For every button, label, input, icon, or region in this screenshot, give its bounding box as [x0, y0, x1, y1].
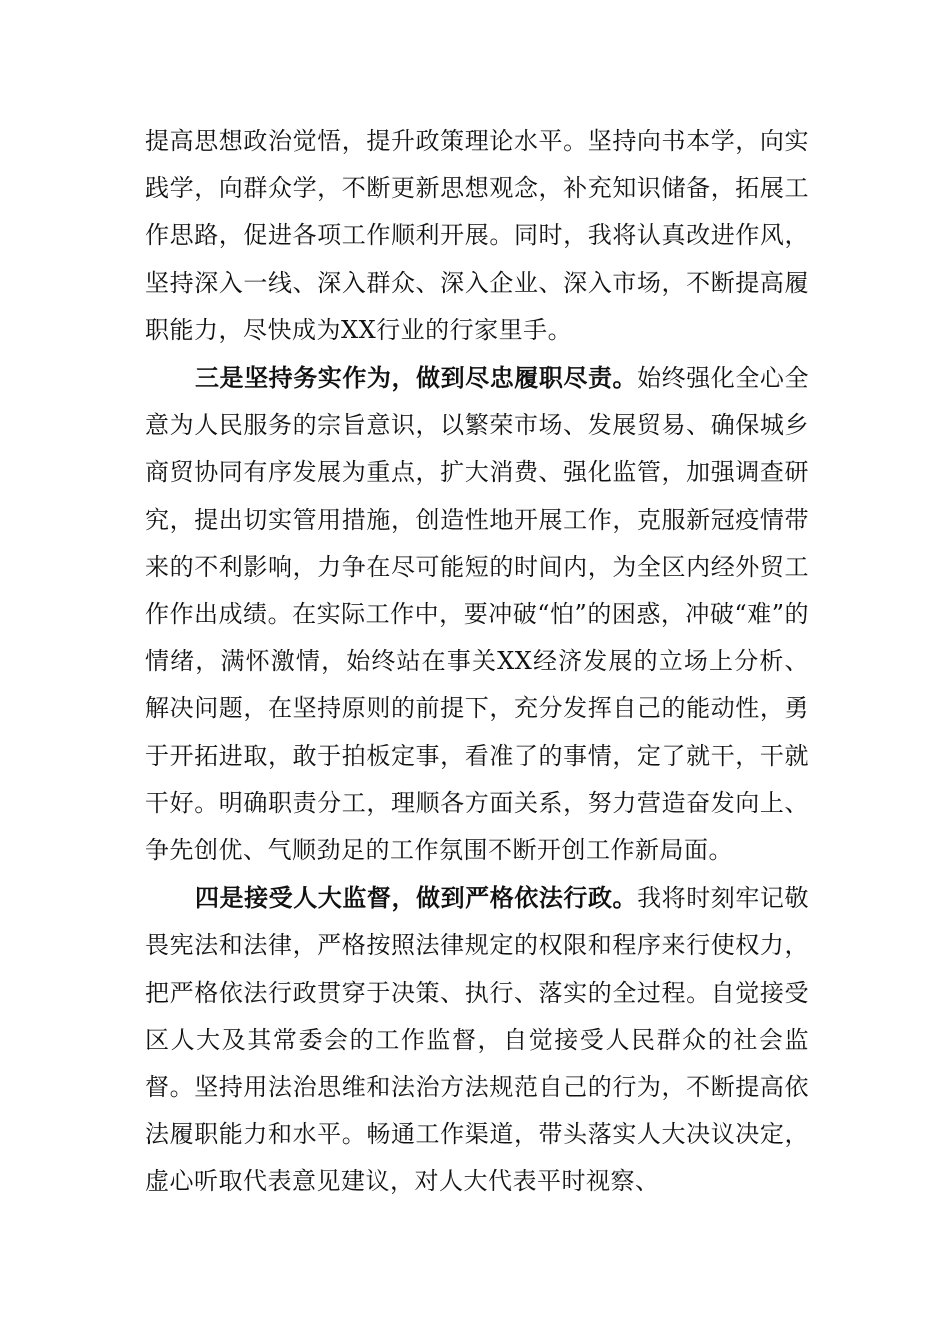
document-page	[145, 118, 809, 1206]
paragraph-point-four	[145, 874, 809, 1205]
paragraph-heading: 四是接受人大监督，做到严格依法行政。	[195, 883, 638, 913]
paragraph-text: 我将时刻牢记敬畏宪法和法律，严格按照法律规定的权限和程序来行使权力，把严格依法行政贯穿于决策、执行、落实的全过程。自觉接受区人大及其常委会的工作监督，自觉接受人民群众的社会监督。坚持用法治思维和法治方法规范自己的行为，不断提高依法履职能力和水平。畅通工作渠道，带头落实人大决议决定，虚心听取代表意见建议，对人大代表平时视察、	[145, 884, 809, 1196]
paragraph-point-three	[145, 354, 809, 874]
paragraph-text: 提高思想政治觉悟，提升政策理论水平。坚持向书本学，向实践学，向群众学，不断更新思想观念，补充知识储备，拓展工作思路，促进各项工作顺利开展。同时，我将认真改进作风，坚持深入一线、深入群众、深入企业、深入市场，不断提高履职能力，尽快成为XX行业的行家里手。	[145, 127, 809, 344]
paragraph-text: 始终强化全心全意为人民服务的宗旨意识，以繁荣市场、发展贸易、确保城乡商贸协同有序发展为重点，扩大消费、强化监管，加强调查研究，提出切实管用措施，创造性地开展工作，克服新冠疫情带来的不利影响，力争在尽可能短的时间内，为全区内经外贸工作作出成绩。在实际工作中，要冲破“怕”的困惑，冲破“难”的情绪，满怀激情，始终站在事关XX经济发展的立场上分析、解决问题，在坚持原则的前提下，充分发挥自己的能动性，勇于开拓进取，敢于拍板定事，看准了的事情，定了就干，干就干好。明确职责分工，理顺各方面关系，努力营造奋发向上、争先创优、气顺劲足的工作氛围不断开创工作新局面。	[145, 364, 809, 865]
paragraph-heading: 三是坚持务实作为，做到尽忠履职尽责。	[195, 363, 638, 393]
paragraph-continuation	[145, 118, 809, 354]
